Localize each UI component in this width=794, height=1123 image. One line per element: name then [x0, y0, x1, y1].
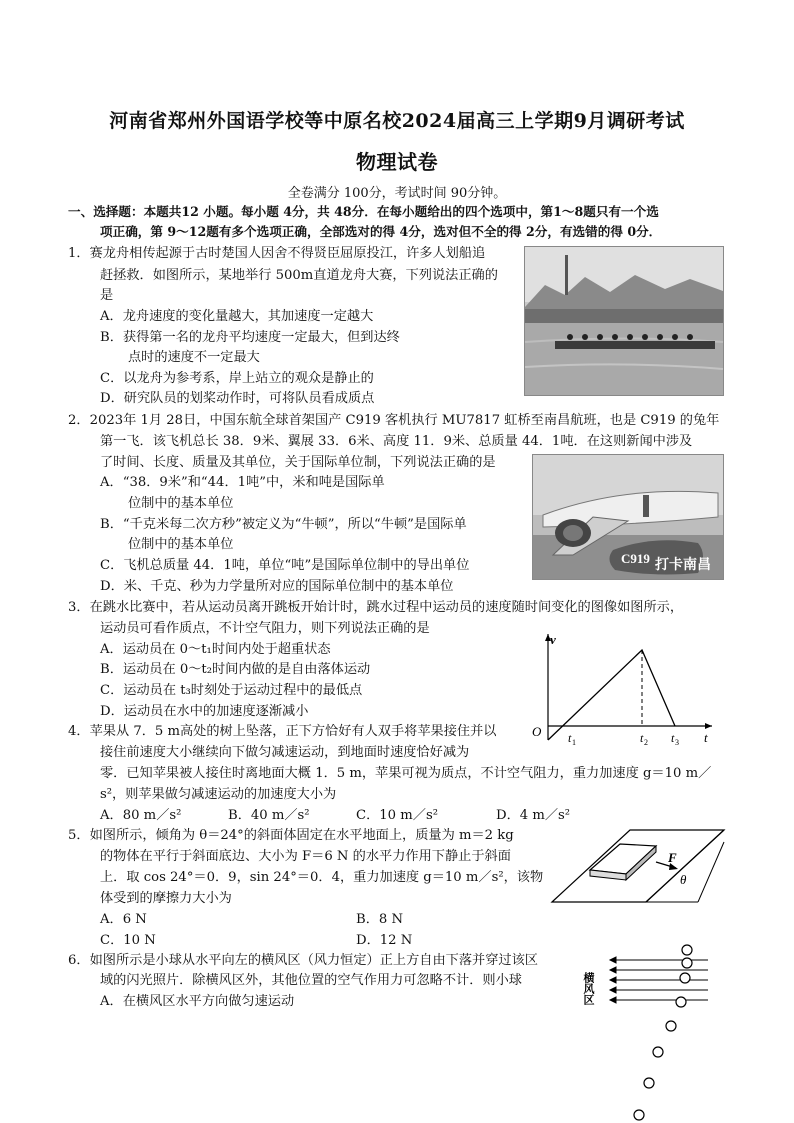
question-text: 域的闪光照片．除横风区外，其他位置的空气作用力可忽略不计．则小球 — [100, 973, 522, 988]
photo-caption-checkin: 打卡南昌 — [655, 558, 711, 573]
question-text: 运动员可看作质点，不计空气阻力，则下列说法正确的是 — [100, 621, 430, 636]
option-b-cont: 点时的速度不一定最大 — [128, 350, 260, 365]
crosswind-zone-label: 横风区 — [582, 972, 594, 1005]
t2-sub: 2 — [644, 738, 648, 747]
wind-lines — [610, 957, 708, 1003]
option-c: C．运动员在 t₃时刻处于运动过程中的最低点 — [100, 683, 363, 698]
question-text: 上．取 cos 24°＝0．9，sin 24°＝0．4，重力加速度 g＝10 m／s²，该物 — [100, 870, 544, 885]
option-a: A．80 m／s² — [100, 808, 182, 823]
question-text: 3．在跳水比赛中，若从运动员离开跳板开始计时，跳水过程中运动员的速度随时间变化的图像如图所示， — [68, 600, 684, 615]
option-b: B．运动员在 0～t₂时间内做的是自由落体运动 — [100, 662, 371, 677]
origin-label: O — [532, 724, 542, 739]
question-text: 4．苹果从 7．5 m高处的树上坠落，正下方恰好有人双手将苹果接住并以 — [68, 724, 497, 739]
c919-airplane-photo — [532, 454, 724, 580]
question-text: 了时间、长度、质量及其单位，关于国际单位制，下列说法正确的是 — [100, 455, 496, 470]
incline-figure — [548, 822, 726, 908]
t1-label: t — [568, 731, 572, 745]
option-a: A．运动员在 0～t₁时间内处于超重状态 — [100, 642, 331, 657]
t3-label: t — [671, 731, 675, 745]
question-text: 接住前速度大小继续向下做匀减速运动，到地面时速度恰好减为 — [100, 745, 470, 760]
question-text: 的物体在平行于斜面底边、大小为 F＝6 N 的水平力作用下静止于斜面 — [100, 849, 511, 864]
option-a: A．“38．9米”和“44．1吨”中，米和吨是国际单 — [100, 475, 385, 490]
option-a: A．龙舟速度的变化量越大，其加速度一定越大 — [100, 309, 374, 324]
option-b: B．“千克米每二次方秒”被定义为“牛顿”，所以“牛顿”是国际单 — [100, 517, 467, 532]
page-subtitle: 物理试卷 — [356, 150, 438, 174]
exam-info: 全卷满分 100分，考试时间 90分钟。 — [287, 186, 507, 201]
question-text: 是 — [100, 288, 114, 303]
option-d: D．米、千克、秒为力学量所对应的国际单位制中的基本单位 — [100, 579, 454, 594]
option-d: D．运动员在水中的加速度逐渐减小 — [100, 704, 309, 719]
option-a-cont: 位制中的基本单位 — [128, 496, 234, 511]
question-text: 5．如图所示，倾角为 θ＝24°的斜面体固定在水平地面上，质量为 m＝2 kg — [68, 828, 514, 843]
option-c: C．以龙舟为参考系，岸上站立的观众是静止的 — [100, 371, 374, 386]
t3-sub: 3 — [675, 738, 679, 747]
question-text: 体受到的摩擦力大小为 — [100, 891, 232, 906]
page-title: 河南省郑州外国语学校等中原名校2024届高三上学期9月调研考试 — [109, 110, 685, 132]
option-b: B．8 N — [356, 912, 403, 927]
question-text: 零．已知苹果被人接住时离地面大概 1．5 m，苹果可视为质点，不计空气阻力，重力加速度 g＝10 m／ — [100, 766, 712, 781]
question-text: 赶拯救．如图所示，某地举行 500m直道龙舟大赛，下列说法正确的 — [100, 268, 498, 283]
question-text: s²，则苹果做匀减速运动的加速度大小为 — [100, 787, 337, 802]
angle-label: θ — [680, 872, 687, 887]
question-text: 1．赛龙舟相传起源于古时楚国人因舍不得贤臣屈原投江，许多人划船追 — [68, 246, 486, 261]
option-a: A．在横风区水平方向做匀速运动 — [100, 994, 295, 1009]
option-b-cont: 位制中的基本单位 — [128, 537, 234, 552]
t1-sub: 1 — [572, 738, 576, 747]
t-label: t — [704, 730, 708, 745]
option-c: C．10 m／s² — [356, 808, 438, 823]
section-heading-line2: 项正确，第 9～12题有多个选项正确，全部选对的得 4分，选对但不全的得 2分，有选错的得 0分． — [100, 224, 662, 239]
velocity-time-graph — [530, 628, 720, 748]
option-d: D．12 N — [356, 933, 413, 948]
question-text: 第一飞．该飞机总长 38．9米、翼展 33．6米、高度 11．9米、总质量 44．1吨．在这则新闻中涉及 — [100, 434, 693, 449]
dragon-boat-photo — [524, 246, 724, 396]
crosswind-figure — [584, 940, 714, 1120]
option-b: B．40 m／s² — [228, 808, 310, 823]
t2-label: t — [640, 731, 644, 745]
question-text: 6．如图所示是小球从水平向左的横风区（风力恒定）正上方自由下落并穿过该区 — [68, 953, 538, 968]
photo-caption-c919: C919 — [621, 551, 650, 566]
v-label: v — [550, 632, 556, 647]
force-label: F — [668, 850, 677, 865]
option-c: C．飞机总质量 44．1吨，单位“吨”是国际单位制中的导出单位 — [100, 558, 470, 573]
ball-positions — [634, 945, 692, 1120]
option-d: D．4 m／s² — [496, 808, 571, 823]
question-text: 2．2023年 1月 28日，中国东航全球首架国产 C919 客机执行 MU7817 虹桥至南昌航班，也是 C919 的兔年 — [68, 413, 720, 428]
option-d: D．研究队员的划桨动作时，可将队员看成质点 — [100, 391, 375, 406]
section-heading-line1: 一、选择题：本题共12 小题。每小题 4分，共 48分．在每小题给出的四个选项中，第1～8题只有一个选 — [68, 204, 659, 219]
option-b: B．获得第一名的龙舟平均速度一定最大，但到达终 — [100, 330, 400, 345]
option-c: C．10 N — [100, 933, 156, 948]
option-a: A．6 N — [100, 912, 147, 927]
